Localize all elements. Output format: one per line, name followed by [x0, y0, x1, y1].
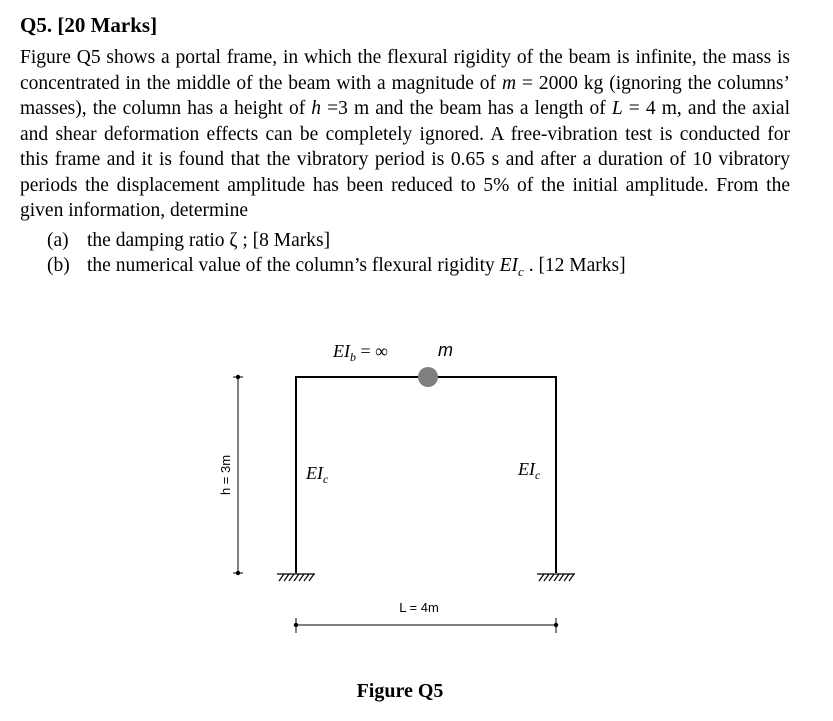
part-b-text-post: . [12 Marks] — [523, 255, 626, 276]
left-fixed-support — [277, 574, 315, 581]
length-symbol: L — [611, 98, 623, 119]
height-dimension — [233, 377, 243, 573]
part-b-label: (b) — [47, 255, 70, 276]
part-b-text-pre: the numerical value of the column’s flexural rigidity — [87, 255, 500, 276]
height-symbol: h — [311, 98, 322, 119]
para-part-2: = 2000 kg (ignoring the columns’ masses), the column has a height of — [20, 72, 790, 119]
part-a-text: the damping ratio ζ ; [8 Marks] — [87, 230, 331, 251]
figure-caption: Figure Q5 — [356, 680, 444, 702]
part-b-subscript: c — [518, 263, 524, 279]
left-column-rigidity-label: $EI_c$ — [306, 463, 329, 486]
length-dim-right-dot — [554, 623, 558, 627]
length-label: L = 4m — [399, 600, 439, 615]
right-fixed-support — [537, 574, 575, 581]
question-title: Q5. [20 Marks] — [20, 13, 158, 37]
height-dim-top-dot — [236, 375, 240, 379]
beam-rigidity-label: $EI_b$ = ∞ — [333, 341, 388, 364]
length-dimension — [296, 618, 556, 633]
right-column-rigidity-label: $EI_c$ — [518, 459, 541, 482]
para-part-4: = 4 m, and the axial and shear deformation effects can be completely ignored. A free-vibration test is conducted for this frame and it is found that the vibratory period is 0.65 s and after a duration of 10 vibratory periods the displacement amplitude has been reduced to 5% of the initial amplitude. From the given information, determine — [20, 98, 790, 221]
mass-circle — [418, 367, 438, 387]
part-a-label: (a) — [47, 230, 69, 251]
length-dim-left-dot — [294, 623, 298, 627]
para-part-1: Figure Q5 shows a portal frame, in which the flexural rigidity of the beam is infinite, the mass is concentrated in the middle of the beam with a magnitude of — [20, 47, 790, 94]
part-b-symbol: EI — [499, 255, 519, 276]
mass-label: m — [438, 340, 453, 360]
height-label: h = 3m — [218, 454, 233, 496]
para-part-3: =3 m and the beam has a length of — [321, 98, 612, 119]
height-dim-bottom-dot — [236, 571, 240, 575]
frame-outline — [296, 377, 556, 573]
mass-symbol: m — [501, 72, 517, 94]
